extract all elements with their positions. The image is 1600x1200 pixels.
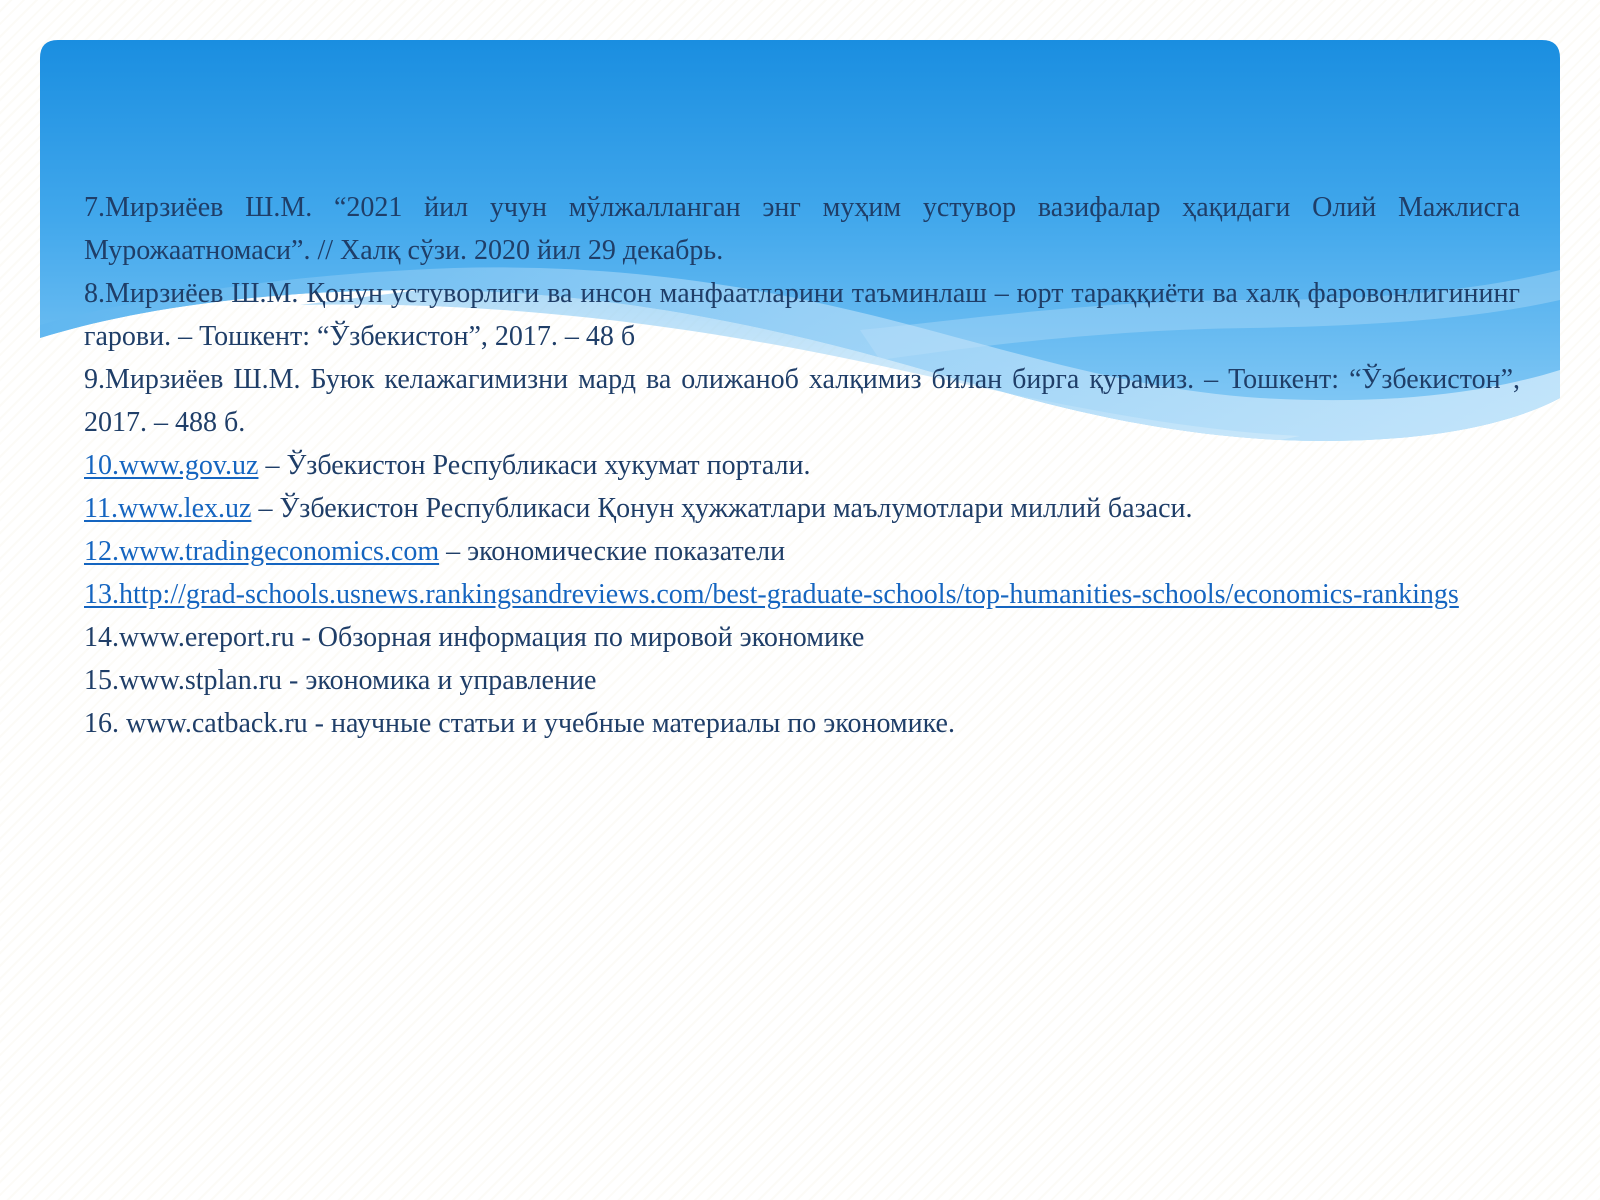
reference-9: 9.Мирзиёев Ш.М. Буюк келажагимизни мард ва олижаноб халқимиз билан бирга қурамиз. – Тошкент: “Ўзбекистон”, 2017. – 488 б.: [84, 364, 1520, 438]
reference-14: 14.www.ereport.ru - Обзорная информация по мировой экономике: [84, 622, 865, 653]
reference-7: 7.Мирзиёев Ш.М. “2021 йил учун мўлжалланган энг муҳим устувор вазифалар ҳақидаги Олий Мажлисга Мурожаатномаси”. // Халқ сўзи. 2020 йил 29 декабрь.: [84, 192, 1520, 266]
reference-11-description: – Ўзбекистон Республикаси Қонун ҳужжатлари маълумотлари миллий базаси.: [251, 493, 1193, 524]
reference-11: [84, 487, 1520, 530]
reference-10-link[interactable]: 10.www.gov.uz: [84, 450, 259, 481]
references-list: [84, 186, 1520, 745]
reference-11-link[interactable]: 11.www.lex.uz: [84, 493, 252, 524]
reference-12-link[interactable]: 12.www.tradingeconomics.com: [84, 536, 440, 567]
reference-15: 15.www.stplan.ru - экономика и управление: [84, 665, 597, 696]
reference-10-description: – Ўзбекистон Республикаси хукумат портали.: [258, 450, 811, 481]
reference-12: [84, 530, 1520, 573]
reference-8: 8.Мирзиёев Ш.М. Қонун устуворлиги ва инсон манфаатларини таъминлаш – юрт тараққиёти ва халқ фаровонлигининг гарови. – Тошкент: “Ўзбекистон”, 2017. – 48 б: [84, 278, 1520, 352]
reference-10: [84, 444, 1520, 487]
reference-13-link[interactable]: 13.http://grad-schools.usnews.rankingsandreviews.com/best-graduate-schools/top-humanities-schools/economics-rankings: [84, 579, 1459, 610]
reference-12-description: – экономические показатели: [439, 536, 786, 567]
reference-16: 16. www.catback.ru - научные статьи и учебные материалы по экономике.: [84, 708, 955, 739]
reference-13: [84, 573, 1520, 616]
